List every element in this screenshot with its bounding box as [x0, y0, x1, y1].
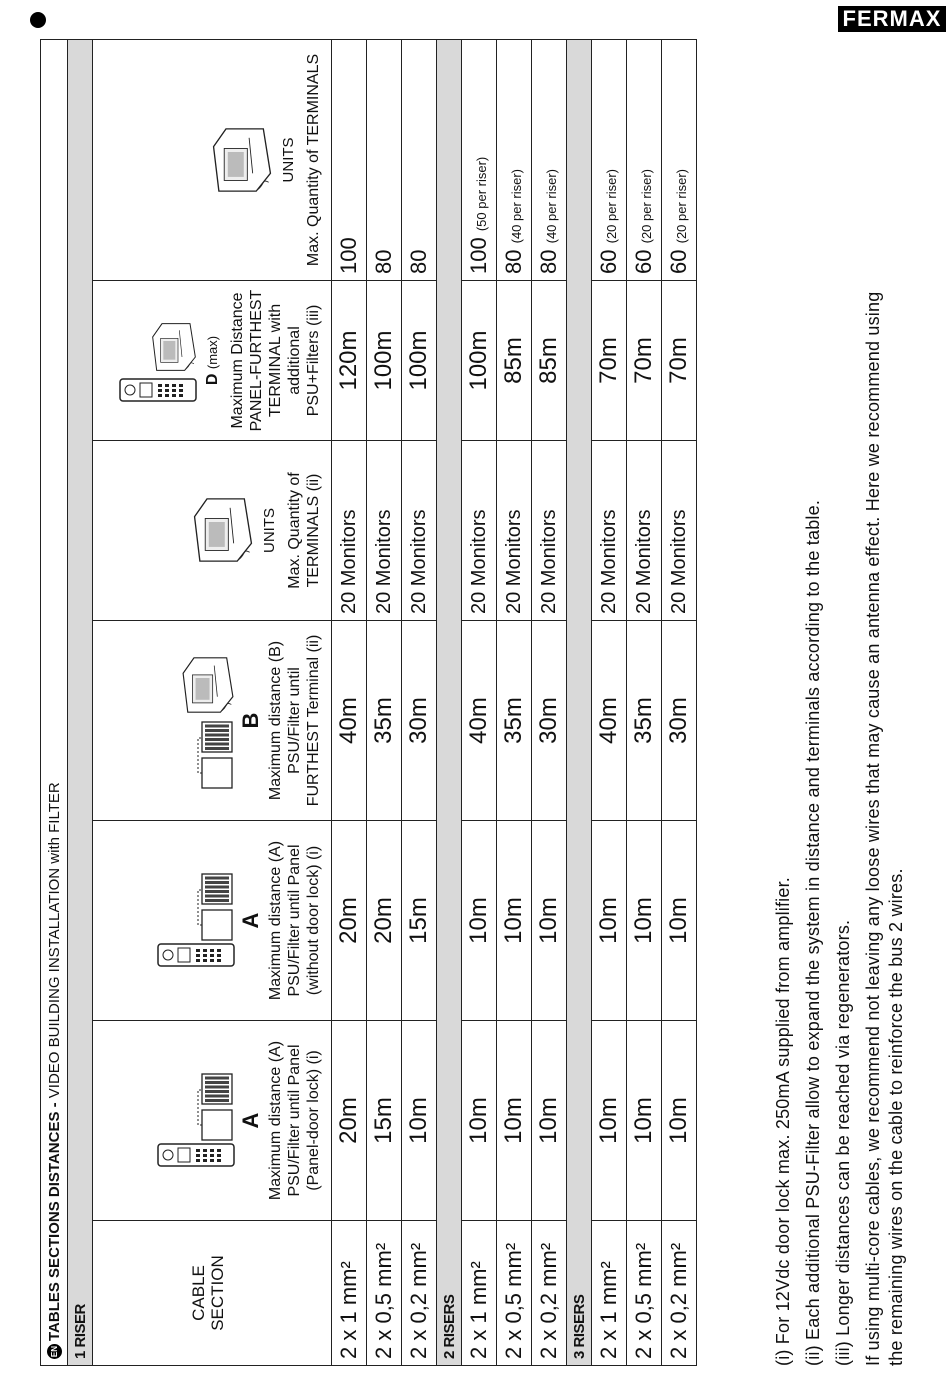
col-max-terminals — [93, 441, 332, 621]
monitor-icon — [150, 318, 198, 378]
col-distance-d-label: Maximum Distance PANEL-FURTHEST TERMINAL with additional PSU+Filters (iii) — [229, 289, 322, 432]
language-badge: EN — [47, 1344, 62, 1359]
max-terminals-cell — [367, 39, 402, 280]
col-distance-a-doorlock — [93, 1021, 332, 1221]
table-row — [367, 39, 402, 1365]
distance-cell: 10m — [627, 821, 662, 1021]
distance-cell: 20m — [332, 821, 367, 1021]
table-row — [462, 39, 497, 1365]
col-max-terminals-label: Max. Quantity of TERMINALS (ii) — [286, 472, 322, 589]
distance-d-cell: 100m — [367, 281, 402, 441]
per-riser-note: (40 per riser) — [509, 168, 524, 244]
max-terminals-cell — [402, 39, 437, 280]
cable-cell — [532, 1221, 567, 1366]
max-terminals-cell — [497, 39, 532, 280]
per-riser-note: (50 per riser) — [474, 156, 489, 232]
max-terminals-cell — [662, 39, 697, 280]
distance-d-cell: 85m — [497, 281, 532, 441]
distance-cell: 10m — [662, 1021, 697, 1221]
note-multicore: If using multi-core cables, we recommend not leaving any loose wires that may cause an antenna effect. Here we recommend using — [863, 291, 883, 1366]
psu-filter-icon — [196, 873, 236, 943]
cable-size: 2 x 0,5 — [371, 1292, 396, 1359]
max-terminals-value: 60 — [666, 249, 691, 274]
corner-dot — [30, 12, 46, 28]
terminals-cell: 20 Monitors — [462, 441, 497, 621]
table-title-bold: TABLES SECTIONS DISTANCES - — [45, 1098, 63, 1341]
distance-cell: 40m — [592, 621, 627, 821]
cable-cell — [592, 1221, 627, 1366]
distance-cell: 10m — [462, 1021, 497, 1221]
monitor-icon — [210, 120, 274, 200]
units-label: UNITS — [261, 508, 278, 553]
note-ii: (ii) Each additional PSU-Filter allow to expand the system in distance and terminals according to the table. — [803, 499, 823, 1366]
cable-cell — [462, 1221, 497, 1366]
distance-cell: 10m — [497, 1021, 532, 1221]
door-panel-icon — [156, 1143, 236, 1169]
table-row — [532, 39, 567, 1365]
cable-cell — [662, 1221, 697, 1366]
cable-unit: mm² — [666, 1242, 691, 1287]
terminals-cell: 20 Monitors — [332, 441, 367, 621]
max-terminals-value: 60 — [631, 249, 656, 274]
monitor-icon — [180, 651, 236, 721]
distances-table — [40, 39, 697, 1366]
distance-d-cell: 120m — [332, 281, 367, 441]
terminals-cell: 20 Monitors — [532, 441, 567, 621]
cable-section-header: CABLE SECTION — [93, 1221, 332, 1366]
distance-cell: 10m — [497, 821, 532, 1021]
psu-filter-icon — [196, 721, 236, 791]
distance-cell: 10m — [627, 1021, 662, 1221]
distance-d-cell: 70m — [592, 281, 627, 441]
max-terminals-value: 80 — [536, 249, 561, 274]
section-title: 1 RISER — [68, 39, 93, 1365]
cable-size: 2 x 1 — [466, 1311, 491, 1359]
distance-d-cell: 85m — [532, 281, 567, 441]
table-title — [41, 39, 68, 1365]
door-panel-icon — [156, 943, 236, 969]
terminals-cell: 20 Monitors — [402, 441, 437, 621]
label-a: A — [238, 1112, 263, 1129]
distance-cell: 10m — [532, 1021, 567, 1221]
col-max-terminals-total-illustration — [210, 44, 298, 276]
col-distance-a-doorlock-illustration — [156, 1025, 263, 1216]
terminals-cell: 20 Monitors — [627, 441, 662, 621]
cable-size: 2 x 0,2 — [406, 1292, 431, 1359]
cable-cell — [627, 1221, 662, 1366]
per-riser-note: (40 per riser) — [544, 168, 559, 244]
col-distance-d-illustration — [118, 285, 222, 436]
cable-size: 2 x 0,2 — [666, 1292, 691, 1359]
distance-cell: 20m — [332, 1021, 367, 1221]
terminals-cell: 20 Monitors — [497, 441, 532, 621]
section-row — [437, 39, 462, 1365]
distance-cell: 10m — [532, 821, 567, 1021]
max-terminals-value: 80 — [501, 249, 526, 274]
col-distance-a-nolock-illustration — [156, 825, 263, 1016]
cable-size: 2 x 0,5 — [631, 1292, 656, 1359]
distance-d-cell: 70m — [627, 281, 662, 441]
per-riser-note: (20 per riser) — [674, 168, 689, 244]
distance-cell: 30m — [532, 621, 567, 821]
distance-cell: 15m — [402, 821, 437, 1021]
section-row — [567, 39, 592, 1365]
distance-d-cell: 70m — [662, 281, 697, 441]
brand-logo: FERMAX — [838, 6, 946, 32]
label-b: B — [238, 712, 263, 729]
label-d: D — [204, 373, 221, 386]
header-row — [93, 39, 332, 1365]
col-distance-a-doorlock-label: Maximum distance (A) PSU/Filter until Panel (Panel-door lock) (i) — [267, 1040, 322, 1201]
cable-cell — [367, 1221, 402, 1366]
cable-cell — [332, 1221, 367, 1366]
distance-cell: 10m — [592, 821, 627, 1021]
terminals-cell: 20 Monitors — [592, 441, 627, 621]
distance-cell: 40m — [462, 621, 497, 821]
max-terminals-value: 100 — [466, 237, 491, 274]
psu-filter-icon — [196, 1073, 236, 1143]
rotated-page — [40, 40, 908, 1366]
max-terminals-value: 100 — [336, 237, 361, 274]
footnotes — [768, 40, 911, 1366]
cable-unit: mm² — [596, 1261, 621, 1306]
table-row — [332, 39, 367, 1365]
col-distance-a-nolock-label: Maximum distance (A) PSU/Filter until Panel (without door lock) (i) — [267, 840, 322, 1001]
section-title: 2 RISERS — [437, 39, 462, 1365]
distance-cell: 35m — [367, 621, 402, 821]
cable-size: 2 x 1 — [336, 1311, 361, 1359]
cable-unit: mm² — [536, 1242, 561, 1287]
distance-cell: 10m — [662, 821, 697, 1021]
distance-cell: 40m — [332, 621, 367, 821]
per-riser-note: (20 per riser) — [604, 168, 619, 244]
distance-cell: 30m — [662, 621, 697, 821]
distance-cell: 20m — [367, 821, 402, 1021]
label-d-max: (max) — [205, 335, 220, 370]
note-multicore-cont: the remaining wires on the cable to reinforce the bus 2 wires. — [886, 868, 906, 1366]
max-terminals-cell — [462, 39, 497, 280]
distance-cell: 30m — [402, 621, 437, 821]
col-distance-a-nolock — [93, 821, 332, 1021]
max-terminals-cell — [592, 39, 627, 280]
cable-cell — [402, 1221, 437, 1366]
terminals-cell: 20 Monitors — [662, 441, 697, 621]
cable-size: 2 x 0,5 — [501, 1292, 526, 1359]
terminals-cell: 20 Monitors — [367, 441, 402, 621]
table-row — [592, 39, 627, 1365]
distance-d-cell: 100m — [462, 281, 497, 441]
max-terminals-cell — [627, 39, 662, 280]
distances-table-wrap — [40, 40, 746, 1366]
table-row — [627, 39, 662, 1365]
max-terminals-value: 80 — [406, 249, 431, 274]
cable-unit: mm² — [631, 1242, 656, 1287]
col-distance-d — [93, 281, 332, 441]
max-terminals-value: 80 — [371, 249, 396, 274]
units-label-2: UNITS — [280, 137, 297, 183]
cable-unit: mm² — [501, 1242, 526, 1287]
col-max-terminals-total-label: Max. Quantity of TERMINALS — [305, 53, 322, 267]
distance-cell: 35m — [497, 621, 532, 821]
label-a: A — [238, 912, 263, 929]
cable-unit: mm² — [466, 1261, 491, 1306]
cable-cell — [497, 1221, 532, 1366]
table-row — [497, 39, 532, 1365]
cable-size: 2 x 1 — [596, 1311, 621, 1359]
distance-d-cell: 100m — [402, 281, 437, 441]
section-row — [68, 39, 93, 1365]
cable-size: 2 x 0,2 — [536, 1292, 561, 1359]
distance-cell: 35m — [627, 621, 662, 821]
cable-unit: mm² — [336, 1261, 361, 1306]
section-title: 3 RISERS — [567, 39, 592, 1365]
distance-cell: 15m — [367, 1021, 402, 1221]
table-title-rest: VIDEO BUILDING INSTALLATION with FILTER — [45, 782, 63, 1099]
table-row — [402, 39, 437, 1365]
table-row — [662, 39, 697, 1365]
cable-unit: mm² — [371, 1242, 396, 1287]
cable-unit: mm² — [406, 1242, 431, 1287]
door-panel-icon — [118, 378, 198, 404]
col-max-terminals-illustration — [191, 445, 279, 616]
per-riser-note: (20 per riser) — [639, 168, 654, 244]
max-terminals-cell — [332, 39, 367, 280]
col-distance-b-label: Maximum distance (B) PSU/Filter until FURTHEST Terminal (ii) — [267, 634, 322, 807]
distance-cell: 10m — [402, 1021, 437, 1221]
max-terminals-value: 60 — [596, 249, 621, 274]
note-i: (i) For 12Vdc door lock max. 250mA supplied from amplifier. — [773, 877, 793, 1366]
col-max-terminals-total — [93, 39, 332, 280]
col-distance-b — [93, 621, 332, 821]
max-terminals-cell — [532, 39, 567, 280]
distance-cell: 10m — [462, 821, 497, 1021]
monitor-icon — [191, 491, 255, 571]
distance-cell: 10m — [592, 1021, 627, 1221]
col-distance-b-illustration — [180, 625, 263, 816]
note-iii: (iii) Longer distances can be reached via regenerators. — [833, 919, 853, 1366]
table-title-row — [41, 39, 68, 1365]
